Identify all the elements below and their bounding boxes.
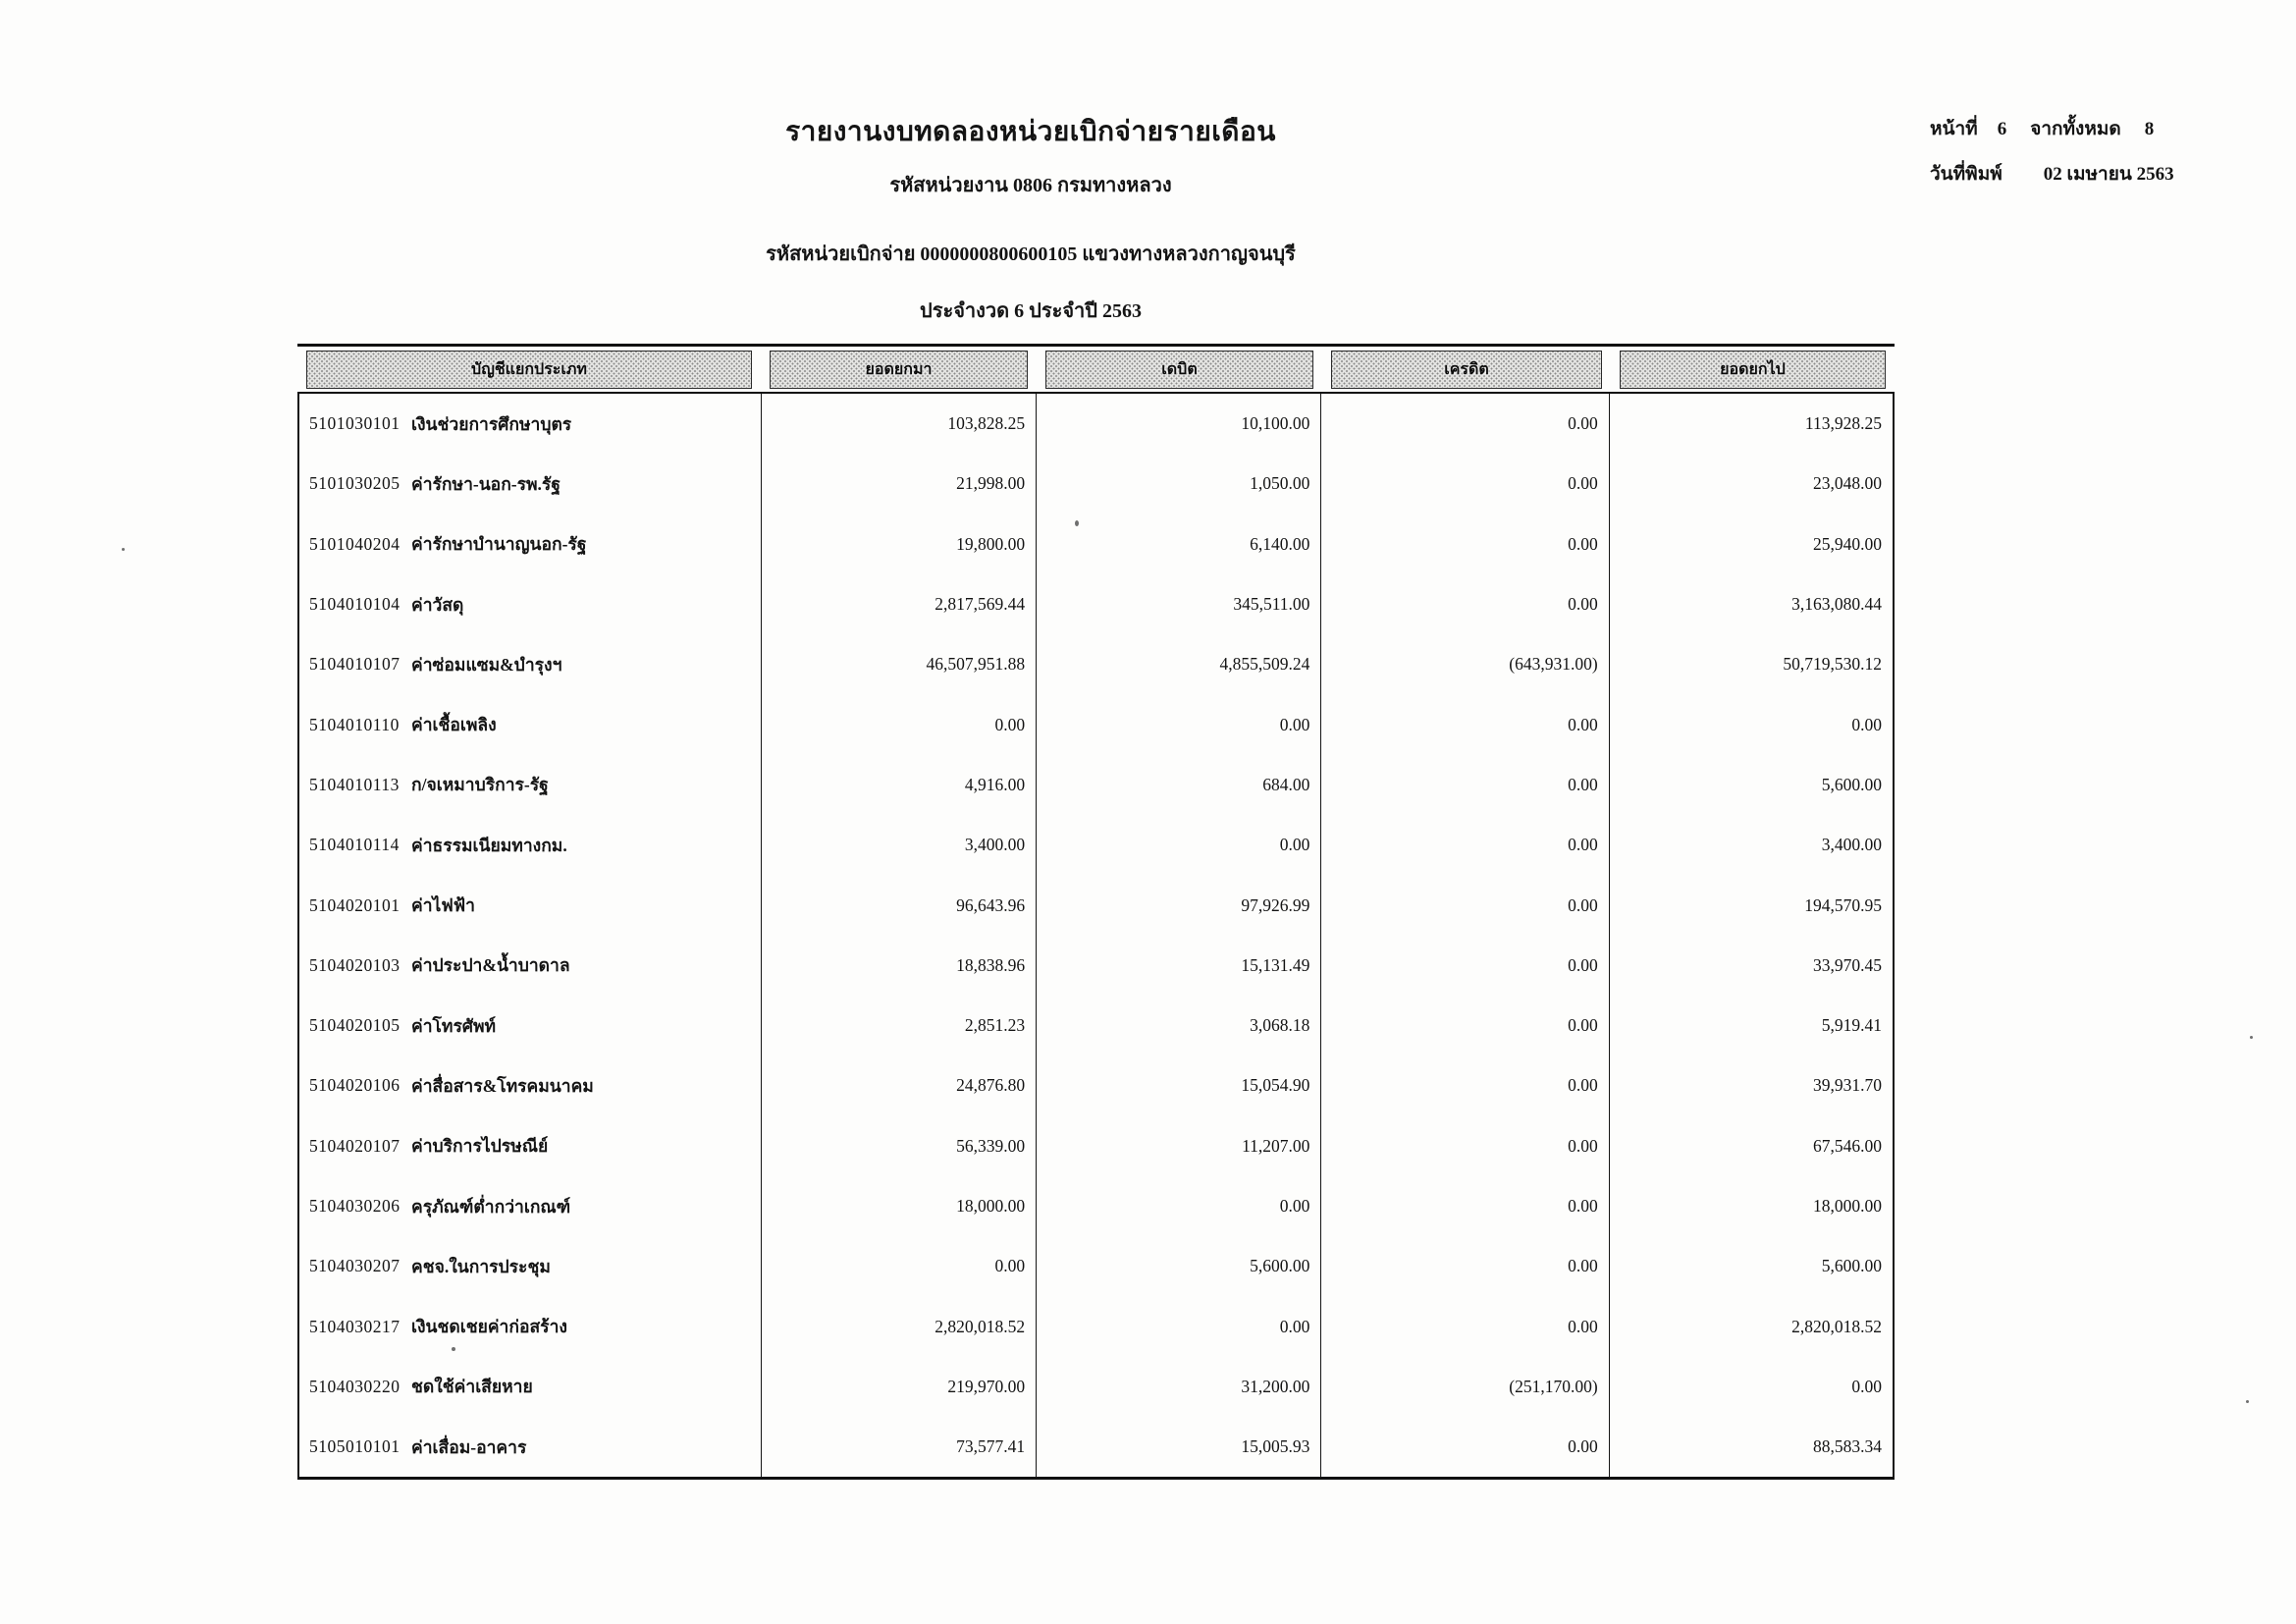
credit-amount: 0.00 — [1321, 875, 1609, 935]
debit-amount: 10,100.00 — [1037, 394, 1321, 454]
table-row — [299, 514, 1893, 574]
disburse-unit-line: รหัสหน่วยเบิกจ่าย 0000000800600105 แขวงทางหลวงกาญจนบุรี — [766, 244, 1296, 265]
balance-amount: 67,546.00 — [1813, 1135, 1882, 1156]
table-row — [299, 1236, 1893, 1296]
page-number: 6 — [1997, 119, 2007, 139]
account-cell — [299, 634, 762, 694]
balance-amount: 33,970.45 — [1813, 954, 1882, 975]
account-cell — [299, 1116, 762, 1176]
balance-amount: 5,600.00 — [1821, 774, 1882, 794]
debit-amount: 15,054.90 — [1037, 1056, 1321, 1115]
account-cell — [299, 755, 762, 815]
account-name: ค่าธรรมเนียมทางกม. — [411, 835, 567, 855]
scan-speck — [1075, 520, 1079, 526]
scan-speck — [2246, 1400, 2249, 1403]
balance-amount: 113,928.25 — [1804, 413, 1882, 434]
balance-amount: 0.00 — [1851, 1376, 1882, 1396]
print-date-label: วันที่พิมพ์ — [1930, 164, 2002, 185]
print-date: 02 เมษายน 2563 — [2043, 164, 2174, 185]
account-code: 5104010104 — [309, 594, 400, 615]
debit-amount: 5,600.00 — [1037, 1236, 1321, 1296]
credit-amount: 0.00 — [1321, 694, 1609, 754]
credit-amount: 0.00 — [1321, 996, 1609, 1056]
account-name: ครุภัณฑ์ต่ำกว่าเกณฑ์ — [411, 1196, 571, 1217]
debit-amount: 1,050.00 — [1037, 454, 1321, 514]
carry-forward-amount: 2,851.23 — [762, 996, 1037, 1056]
carry-forward-amount: 4,916.00 — [762, 755, 1037, 815]
account-code: 5104020103 — [309, 954, 400, 975]
balance-amount: 50,719,530.12 — [1783, 654, 1882, 675]
table-row — [299, 1417, 1893, 1477]
table-row — [299, 1176, 1893, 1236]
credit-amount: 0.00 — [1321, 394, 1609, 454]
account-name: ค่าไฟฟ้า — [411, 895, 475, 916]
account-name: ค่ารักษา-นอก-รพ.รัฐ — [411, 473, 561, 494]
credit-amount: 0.00 — [1321, 1176, 1609, 1236]
carry-forward-amount: 2,820,018.52 — [762, 1296, 1037, 1356]
scan-speck — [452, 1347, 455, 1351]
scan-speck — [2250, 1036, 2253, 1039]
account-code: 5104030206 — [309, 1196, 400, 1216]
debit-amount: 0.00 — [1037, 1296, 1321, 1356]
debit-amount: 15,005.93 — [1037, 1417, 1321, 1477]
carry-forward-amount: 18,000.00 — [762, 1176, 1037, 1236]
account-cell — [299, 1357, 762, 1417]
table-row — [299, 875, 1893, 935]
balance-amount: 0.00 — [1851, 714, 1882, 734]
account-code: 5104020107 — [309, 1135, 400, 1156]
account-code: 5104010113 — [309, 774, 400, 794]
account-cell — [299, 1056, 762, 1115]
carry-forward-amount: 56,339.00 — [762, 1116, 1037, 1176]
account-name: ค่าสื่อสาร&โทรคมนาคม — [411, 1075, 594, 1096]
header-debit-label: เดบิต — [1045, 351, 1313, 389]
carry-forward-amount: 19,800.00 — [762, 514, 1037, 574]
account-name: ค่าเสื่อม-อาคาร — [411, 1436, 527, 1457]
account-name: ค่ารักษาบำนาญนอก-รัฐ — [411, 534, 587, 555]
balance-amount: 23,048.00 — [1813, 473, 1882, 494]
account-code: 5104030207 — [309, 1256, 400, 1276]
credit-amount: 0.00 — [1321, 755, 1609, 815]
account-name: ค่าเชื้อเพลิง — [411, 715, 497, 735]
account-name: ค่าบริการไปรษณีย์ — [411, 1136, 549, 1157]
account-code: 5104010110 — [309, 714, 400, 734]
header-carry-forward-cell — [761, 347, 1037, 392]
table-row — [299, 755, 1893, 815]
account-cell — [299, 1236, 762, 1296]
carry-forward-amount: 3,400.00 — [762, 815, 1037, 875]
account-code: 5101040204 — [309, 533, 400, 554]
account-code: 5104010114 — [309, 835, 400, 855]
debit-amount: 6,140.00 — [1037, 514, 1321, 574]
account-code: 5104020106 — [309, 1075, 400, 1096]
account-cell — [299, 454, 762, 514]
balance-amount: 194,570.95 — [1804, 894, 1882, 915]
balance-amount: 3,400.00 — [1821, 835, 1882, 855]
carry-forward-amount: 103,828.25 — [762, 394, 1037, 454]
account-code: 5104020101 — [309, 894, 400, 915]
debit-amount: 0.00 — [1037, 1176, 1321, 1236]
account-cell — [299, 996, 762, 1056]
carry-forward-amount: 0.00 — [762, 1236, 1037, 1296]
debit-amount: 345,511.00 — [1037, 574, 1321, 634]
page-info — [1930, 114, 2174, 204]
credit-amount: 0.00 — [1321, 574, 1609, 634]
table-row — [299, 815, 1893, 875]
account-cell — [299, 1296, 762, 1356]
org-code-line: รหัสหน่วยงาน 0806 กรมทางหลวง — [889, 175, 1172, 196]
table-row — [299, 1296, 1893, 1356]
table-row — [299, 1357, 1893, 1417]
account-name: ค่าประปา&น้ำบาดาล — [411, 955, 570, 976]
account-name: เงินชดเชยค่าก่อสร้าง — [411, 1317, 567, 1337]
account-name: ค่าซ่อมแซม&บำรุงฯ — [411, 654, 562, 675]
account-code: 5104010107 — [309, 654, 400, 675]
account-name: ค่าวัสดุ — [411, 594, 464, 615]
table-row — [299, 1116, 1893, 1176]
carry-forward-amount: 24,876.80 — [762, 1056, 1037, 1115]
page-label: หน้าที่ — [1930, 119, 1978, 139]
balance-amount: 18,000.00 — [1813, 1196, 1882, 1216]
balance-amount: 2,820,018.52 — [1791, 1316, 1882, 1336]
balance-amount: 5,919.41 — [1821, 1015, 1882, 1036]
account-cell — [299, 936, 762, 996]
debit-amount: 15,131.49 — [1037, 936, 1321, 996]
table-row — [299, 394, 1893, 454]
scan-speck — [122, 548, 125, 551]
header-credit-cell — [1322, 347, 1611, 392]
debit-amount: 3,068.18 — [1037, 996, 1321, 1056]
table-row — [299, 574, 1893, 634]
account-cell — [299, 574, 762, 634]
credit-amount: 0.00 — [1321, 1417, 1609, 1477]
header-carry-forward-label: ยอดยกมา — [770, 351, 1028, 389]
debit-amount: 0.00 — [1037, 815, 1321, 875]
header-account-cell — [297, 347, 761, 392]
period-line: ประจำงวด 6 ประจำปี 2563 — [920, 300, 1142, 322]
carry-forward-amount: 73,577.41 — [762, 1417, 1037, 1477]
debit-amount: 684.00 — [1037, 755, 1321, 815]
page-number-line — [1930, 114, 2174, 143]
debit-amount: 31,200.00 — [1037, 1357, 1321, 1417]
carry-forward-amount: 2,817,569.44 — [762, 574, 1037, 634]
credit-amount: (251,170.00) — [1321, 1357, 1609, 1417]
carry-forward-amount: 0.00 — [762, 694, 1037, 754]
credit-amount: 0.00 — [1321, 1116, 1609, 1176]
header-debit-cell — [1037, 347, 1322, 392]
debit-amount: 0.00 — [1037, 694, 1321, 754]
account-cell — [299, 1176, 762, 1236]
carry-forward-amount: 46,507,951.88 — [762, 634, 1037, 694]
header-balance-cell — [1611, 347, 1895, 392]
account-code: 5105010101 — [309, 1436, 400, 1457]
header-credit-label: เครดิต — [1331, 351, 1602, 389]
credit-amount: 0.00 — [1321, 454, 1609, 514]
report-heading — [393, 110, 1669, 326]
debit-amount: 4,855,509.24 — [1037, 634, 1321, 694]
account-cell — [299, 1417, 762, 1477]
carry-forward-amount: 219,970.00 — [762, 1357, 1037, 1417]
debit-amount: 97,926.99 — [1037, 875, 1321, 935]
carry-forward-amount: 18,838.96 — [762, 936, 1037, 996]
debit-amount: 11,207.00 — [1037, 1116, 1321, 1176]
credit-amount: 0.00 — [1321, 1056, 1609, 1115]
account-cell — [299, 394, 762, 454]
credit-amount: (643,931.00) — [1321, 634, 1609, 694]
header-account-label: บัญชีแยกประเภท — [306, 351, 752, 389]
account-name: คชจ.ในการประชุม — [411, 1256, 551, 1276]
balance-amount: 5,600.00 — [1821, 1256, 1882, 1276]
account-cell — [299, 875, 762, 935]
account-name: ค่าโทรศัพท์ — [411, 1015, 497, 1036]
account-name: ชดใช้ค่าเสียหาย — [411, 1377, 533, 1397]
report-title: รายงานงบทดลองหน่วยเบิกจ่ายรายเดือน — [785, 117, 1276, 147]
credit-amount: 0.00 — [1321, 936, 1609, 996]
table-row — [299, 936, 1893, 996]
table-row — [299, 996, 1893, 1056]
credit-amount: 0.00 — [1321, 1236, 1609, 1296]
trial-balance-table — [297, 344, 1895, 1480]
carry-forward-amount: 21,998.00 — [762, 454, 1037, 514]
account-code: 5101030205 — [309, 473, 400, 494]
account-code: 5104030217 — [309, 1316, 400, 1336]
account-cell — [299, 514, 762, 574]
credit-amount: 0.00 — [1321, 1296, 1609, 1356]
account-cell — [299, 694, 762, 754]
table-body — [297, 394, 1895, 1480]
table-row — [299, 634, 1893, 694]
carry-forward-amount: 96,643.96 — [762, 875, 1037, 935]
print-date-line — [1930, 159, 2174, 189]
balance-amount: 88,583.34 — [1813, 1436, 1882, 1457]
account-code: 5104030220 — [309, 1376, 400, 1396]
account-cell — [299, 815, 762, 875]
table-row — [299, 454, 1893, 514]
balance-amount: 3,163,080.44 — [1791, 594, 1882, 615]
account-code: 5104020105 — [309, 1015, 400, 1036]
balance-amount: 25,940.00 — [1813, 533, 1882, 554]
balance-amount: 39,931.70 — [1813, 1075, 1882, 1096]
account-code: 5101030101 — [309, 413, 400, 434]
table-row — [299, 1056, 1893, 1115]
credit-amount: 0.00 — [1321, 815, 1609, 875]
total-pages-label: จากทั้งหมด — [2030, 119, 2121, 139]
total-pages: 8 — [2144, 119, 2155, 139]
account-name: ก/จเหมาบริการ-รัฐ — [411, 775, 549, 795]
table-row — [299, 694, 1893, 754]
table-header-row — [297, 347, 1895, 394]
credit-amount: 0.00 — [1321, 514, 1609, 574]
header-balance-label: ยอดยกไป — [1620, 351, 1886, 389]
account-name: เงินช่วยการศึกษาบุตร — [411, 413, 572, 434]
